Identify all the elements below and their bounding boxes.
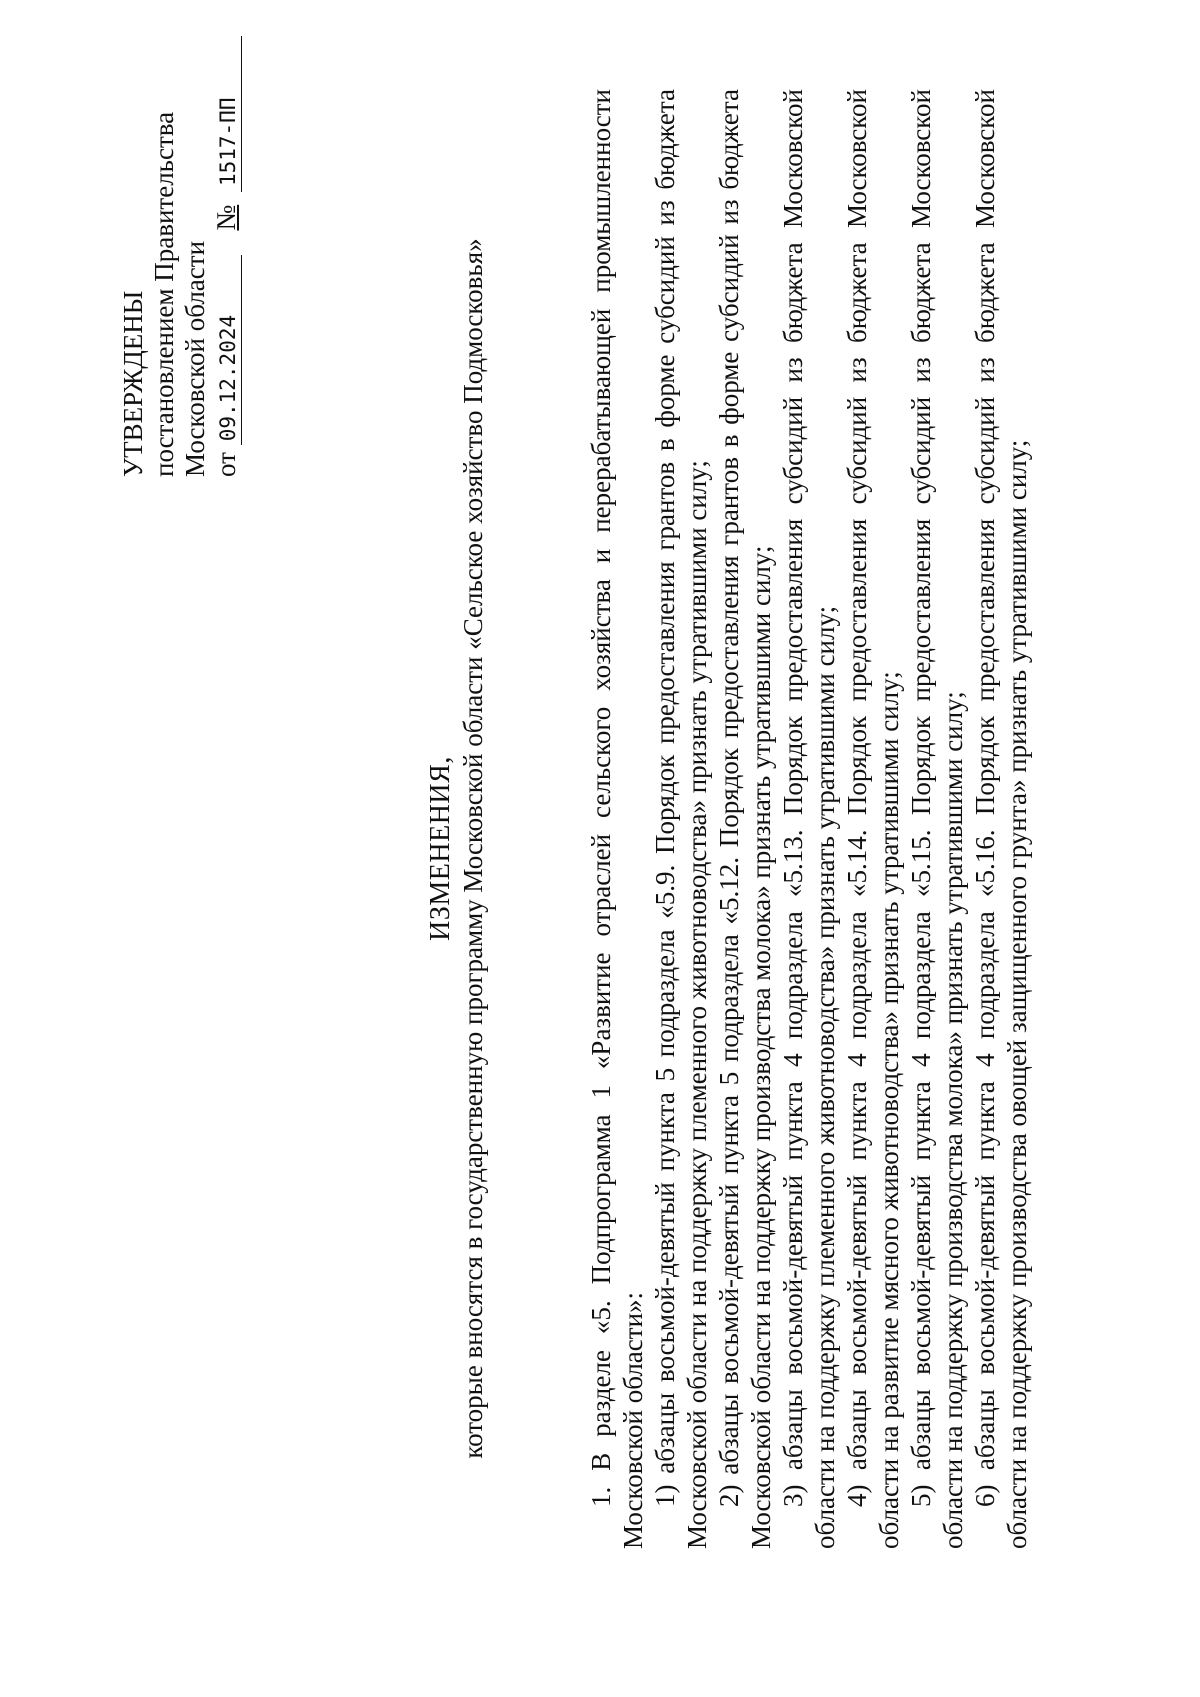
approval-title: УТВЕРЖДЕНЫ xyxy=(118,290,148,477)
document-subtitle: которые вносятся в государственную программу Московской области «Сельское хозяйство Подмосковья» xyxy=(458,238,488,1459)
approval-stamp xyxy=(118,37,242,477)
document-title: ИЗМЕНЕНИЯ, xyxy=(425,756,456,941)
paragraph-item-2: 2) абзацы восьмой-девятый пункта 5 подраздела «5.12. Порядок предоставления грантов в форме субсидий из бюджета Московской области на поддержку производства молока» признать утратившими силу; xyxy=(714,89,776,1549)
paragraph-item-3: 3) абзацы восьмой-девятый пункта 4 подраздела «5.13. Порядок предоставления субсидий из бюджета Московской области на поддержку племенного животноводства» признать утратившими силу; xyxy=(778,89,840,1549)
approval-region: Московской области xyxy=(180,240,210,477)
paragraph-item-1: 1) абзацы восьмой-девятый пункта 5 подраздела «5.9. Порядок предоставления грантов в форме субсидий из бюджета Московской области на поддержку племенного животноводства» признать утратившими силу; xyxy=(650,89,712,1549)
paragraph-item-4: 4) абзацы восьмой-девятый пункта 4 подраздела «5.14. Порядок предоставления субсидий из бюджета Московской области на развитие мясного животноводства» признать утратившими силу; xyxy=(842,89,904,1549)
document-heading xyxy=(425,0,489,1697)
paragraph-section-1: 1. В разделе «5. Подпрограмма 1 «Развитие отраслей сельского хозяйства и перерабатывающей промышленности Московской области»: xyxy=(586,89,648,1549)
approval-from-label: от xyxy=(211,452,241,477)
paragraph-item-6: 6) абзацы восьмой-девятый пункта 4 подраздела «5.16. Порядок предоставления субсидий из бюджета Московской области на поддержку производства овощей защищенного грунта» признать утратившими силу; xyxy=(970,89,1032,1549)
approval-number: 1517-ПП xyxy=(215,36,242,192)
approval-issuer: постановлением Правительства xyxy=(149,111,179,477)
approval-date-number xyxy=(211,37,242,477)
approval-number-sign: № xyxy=(211,204,241,231)
document-body xyxy=(585,89,1033,1549)
paragraph-item-5: 5) абзацы восьмой-девятый пункта 4 подраздела «5.15. Порядок предоставления субсидий из бюджета Московской области на поддержку производства молока» признать утратившими силу; xyxy=(906,89,968,1549)
approval-date: 09.12.2024 xyxy=(215,255,242,445)
